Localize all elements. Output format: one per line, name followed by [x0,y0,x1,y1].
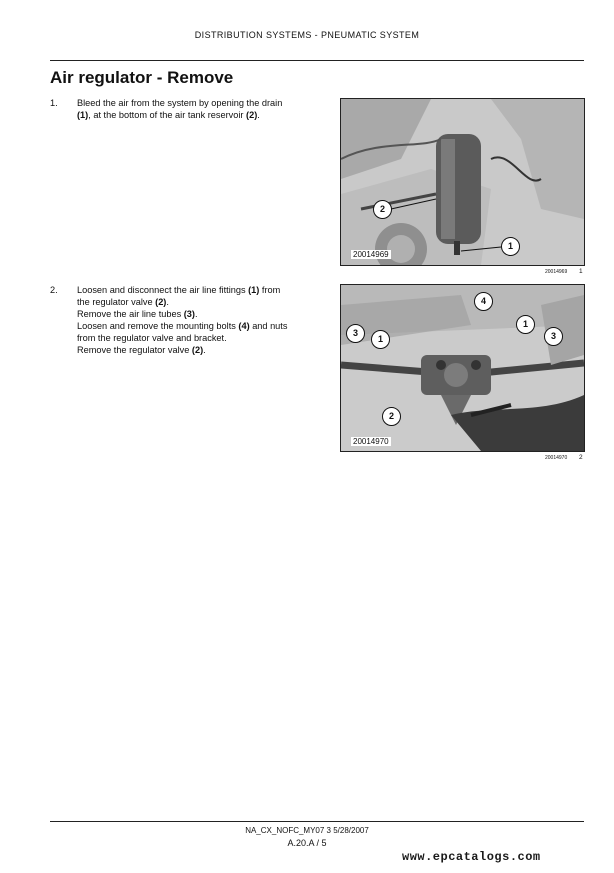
figure-code: 20014969 [353,250,389,259]
step-body [77,284,320,356]
step-line: from the regulator valve and bracket. [77,333,227,343]
figure-ref-code: 20014970 [545,455,568,461]
step-line: Bleed the air from the system by opening the drain [77,98,283,108]
step-line: the regulator valve (2). [77,297,169,307]
step-2 [50,284,320,356]
step-line: Loosen and disconnect the air line fittings (1) from [77,285,281,295]
callout-3: 3 [346,324,365,343]
footer-rule [50,821,584,822]
header-title: DISTRIBUTION SYSTEMS - PNEUMATIC SYSTEM [194,30,420,40]
figure-ref-number: 2 [579,454,583,461]
figure-2-photo [340,284,585,452]
regulator-valve-illustration [341,285,584,451]
air-tank-illustration [341,99,584,265]
step-1 [50,97,320,121]
step-line: (1), at the bottom of the air tank reservoir (2). [77,110,260,120]
header-rule [50,60,584,61]
step-line: Loosen and remove the mounting bolts (4) and nuts [77,321,288,331]
step-line: Remove the air line tubes (3). [77,309,198,319]
step-line: Remove the regulator valve (2). [77,345,206,355]
figure-ref-number: 1 [579,268,583,275]
callout-3: 3 [544,327,563,346]
footer-page-number: A.20.A / 5 [287,838,327,848]
section-title: Air regulator - Remove [50,68,234,87]
callout-4: 4 [474,292,493,311]
callout-1: 1 [516,315,535,334]
figure-code: 20014970 [353,437,389,446]
footer-doc-code: NA_CX_NOFC_MY07 3 5/28/2007 [245,826,369,835]
callout-1: 1 [371,330,390,349]
watermark: www.epcatalogs.com [402,850,541,864]
figure-1-photo [340,98,585,266]
callout-2: 2 [373,200,392,219]
step-body [77,97,320,121]
figure-ref-code: 20014969 [545,269,568,275]
callout-1: 1 [501,237,520,256]
step-number: 2. [50,285,58,295]
step-number: 1. [50,98,58,108]
callout-2: 2 [382,407,401,426]
